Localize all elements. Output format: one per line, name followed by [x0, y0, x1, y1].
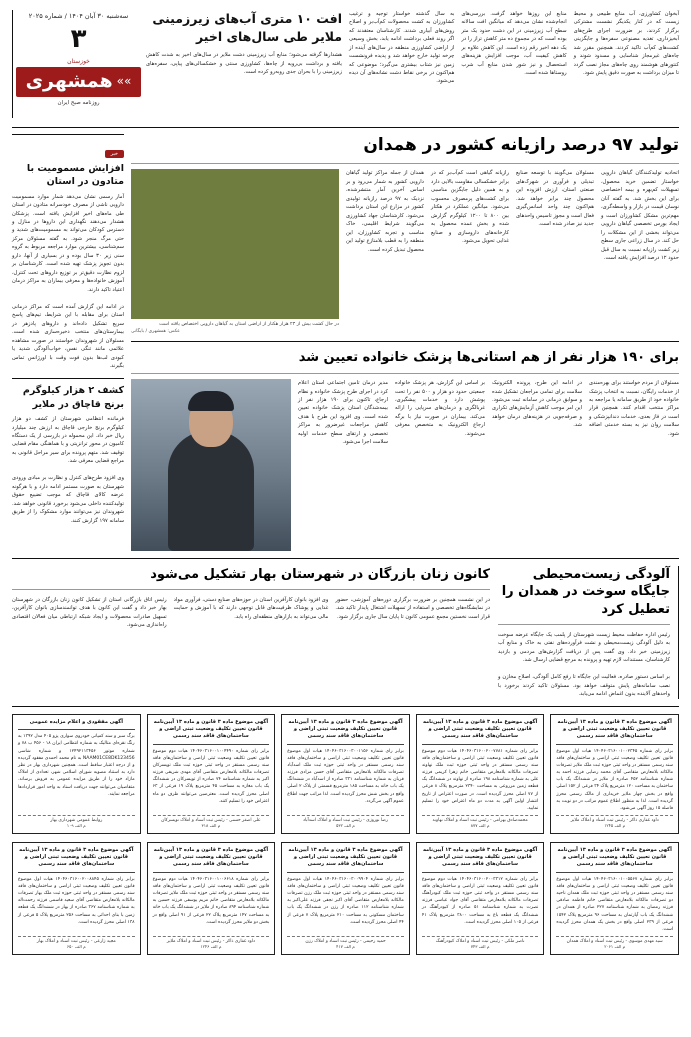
sidebar-news-1 [12, 134, 124, 370]
photo-caption: در حال کشت بیش از ۲۳ هزار هکتار از اراضی استان به گیاهان دارویی اختصاص یافته است [159, 322, 339, 328]
mid-headline: برای ۱۹۰ هزار نفر از هم استانی‌ها پزشک خانواده تعیین شد [298, 350, 679, 366]
notice-title: آگهی موضوع ماده ۳ قانون و ماده ۱۳ آیین‌نامه قانون تعیین تکلیف وضعیت ثبتی اراضی و ساختمان‌های فاقد سند رسمی [556, 719, 673, 744]
notice-body: برابر رای شماره ۱۴۰۴۶۰۳۱۶۰۰۱۰۰۴۴۹۰ هیات دوم موضوع قانون تعیین تکلیف وضعیت ثبتی اراضی و ساختمان‌های فاقد سند رسمی مستقر در واحد ثبتی حوزه ثبت ملک تویسرکان تصرفات مالکانه بلامعارض متقاضی آقای مهدی شریفی فرزند اکبر به شماره شناسنامه ۷۴ صادره از تویسرکان در ششدانگ یک باب مغازه به مساحت ۴۵ مترمربع پلاک ۱۹ فرعی از ۶۳ اصلی محرز گردیده است. معترضین می‌توانند ظرف دو ماه اعتراض خود را تسلیم کنند. [152, 748, 270, 804]
notice-body: برابر رای شماره ۱۴۰۴۶۰۳۱۶۰۰۲۰۰۳۳۱۲ هیات دوم موضوع قانون تعیین تکلیف وضعیت ثبتی اراضی و ساختمان‌های فاقد سند رسمی مستقر در واحد ثبتی حوزه ثبت ملک کبودرآهنگ تصرفات مالکانه بلامعارض متقاضی آقای جواد عباسی فرزند نصرت به شماره شناسنامه ۵۱ صادره از کبودرآهنگ در ششدانگ یک قطعه باغ به مساحت ۳۸۰۰ مترمربع پلاک ۴۱ فرعی از ۱۰۵ اصلی محرز گردیده است. [421, 876, 539, 925]
lead-summary: هشدارها گرفته می‌شود؛ منابع آب زیرزمینی دشت ملایر در سال‌های اخیر به شدت کاهش یافته و برداشت بی‌رویه از چاه‌ها، کشاورزی سنتی و خشکسالی‌های پیاپی، سفره‌های زیرزمینی را با بحران جدی روبه‌رو کرده است. [146, 52, 342, 75]
notice-signature: ناصر ملکی - رئیس ثبت اسناد و املاک کبودرآهنگ [422, 936, 539, 944]
notice-title: آگهی موضوع ماده ۳ قانون و ماده ۱۳ آیین‌نامه قانون تعیین تکلیف وضعیت ثبتی اراضی و ساختمان‌های فاقد سند رسمی [422, 847, 539, 872]
masthead-divider [12, 127, 679, 128]
photo-credit: عکس: همشهری / بایگانی [131, 329, 181, 335]
notice-card [147, 842, 276, 955]
bottom-mid-column-1: رئیس اتاق بازرگانی استان از تشکیل کانون زنان بازرگان در شهرستان بهار خبر داد و گفت این کانون با هدف توانمندسازی بانوان کارآفرین، تسهیل صادرات محصولات و ایجاد شبکه ارتباطی میان فعالان اقتصادی راه‌اندازی می‌شود. [12, 596, 167, 629]
bottom-articles-row [12, 566, 679, 699]
bottom-mid-headline: کانون زنان بازرگان در شهرستان بهار تشکیل می‌شود [150, 566, 490, 582]
portrait-hair [188, 391, 234, 411]
bottom-mid-column-2: وی افزود بانوان کارآفرین استان در حوزه‌های صنایع دستی، فرآوری مواد غذایی و پوشاک ظرفیت‌های قابل توجهی دارند که با آموزش و حمایت مالی می‌تواند به بازارهای منطقه‌ای راه یابد. [173, 596, 329, 620]
notice-body: برابر رای شماره ۱۴۰۴۶۰۳۱۶۰۰۱۰۰۶۶۱۸ هیات دوم موضوع قانون تعیین تکلیف وضعیت ثبتی اراضی و ساختمان‌های فاقد سند رسمی مستقر در واحد ثبتی حوزه ثبت ملک ملایر تصرفات مالکانه بلامعارض متقاضی خانم مریم یوسفی فرزند حسین به شماره شناسنامه ۸۹۴ صادره از ملایر در ششدانگ یک باب خانه به مساحت ۱۴۷ مترمربع پلاک ۲۲ فرعی از ۹۱ اصلی واقع در بخش دو ملایر محرز گردیده است. [152, 876, 270, 925]
notice-signature: داود غفاری ذاکر - رئیس ثبت اسناد و املاک ملایر [153, 936, 270, 944]
logo-block [16, 58, 142, 106]
sidebar-title-2: کشف ۲ هزار کیلوگرم برنج قاچاق در ملایر [22, 385, 124, 410]
sidebar-kicker: خبر [105, 150, 124, 158]
bottom-left-article [498, 566, 679, 699]
notice-body: برابر رای شماره ۱۴۰۴۶۰۳۱۶۰۰۳۰۰۹۹۰۴ هیات اول موضوع قانون تعیین تکلیف وضعیت ثبتی اراضی و ساختمان‌های فاقد سند رسمی مستقر در واحد ثبتی حوزه ثبت ملک رزن تصرفات مالکانه بلامعارض متقاضی آقای اکبر نجفی فرزند علی‌اکبر به شماره شناسنامه ۱۱۲ صادره از رزن در ششدانگ یک باب ساختمان مسکونی به مساحت ۲۱۰ مترمربع پلاک ۷ فرعی از ۴۴ اصلی محرز گردیده است. [287, 876, 404, 925]
notice-code: م الف ۸۷۷ [470, 823, 490, 829]
notice-card [281, 842, 410, 955]
notice-title: آگهی موضوع ماده ۳ قانون و ماده ۱۳ آیین‌نامه قانون تعیین تکلیف وضعیت ثبتی اراضی و ساختمان‌های فاقد سند رسمی [153, 719, 270, 744]
notice-signature: داود غفاری ذاکر - رئیس ثبت اسناد و املاک ملایر [556, 815, 673, 823]
mid-article [131, 349, 679, 551]
masthead-lead-article [146, 10, 679, 86]
section-divider-1 [131, 341, 679, 342]
notice-card [12, 842, 141, 955]
notice-title: آگهی مفقودی و اعلام مزایده عمومی [18, 719, 135, 730]
notice-code: م الف ۵۳۲ [336, 823, 355, 829]
notice-card [147, 714, 276, 834]
sidebar-title-1: افزایش مسمومیت با متادون در استان [26, 163, 124, 188]
main-column-1: همدان از جمله مراکز تولید گیاهان دارویی کشور به شمار می‌رود و بر اساس آخرین آمار منتشرشده، نزدیک به ۹۷ درصد رازیانه تولیدی کشور در مزارع این استان برداشت می‌شود. کارشناسان جهاد کشاورزی می‌گویند شرایط اقلیمی، خاک مناسب و تجربه کشاورزان، این منطقه را به قطب بلامنازع تولید این محصول تبدیل کرده است. [346, 170, 424, 253]
notice-code: م الف ۱۲۴۶ [200, 944, 222, 950]
main-column-2: رازیانه گیاهی است کم‌آب‌بر که در برابر خشکسالی مقاومت بالایی دارد و به همین دلیل جایگزین مناسبی برای کشت‌های پرمصرف محسوب می‌شود. میانگین عملکرد در هکتار بین ۸۰۰ تا ۱۲۰۰ کیلوگرم گزارش شده و بخش عمده محصول به کارخانه‌های داروسازی و صنایع غذایی تحویل می‌شود. [431, 170, 509, 245]
notice-title: آگهی موضوع ماده ۳ قانون و ماده ۱۳ آیین‌نامه قانون تعیین تکلیف وضعیت ثبتی اراضی و ساختمان‌های فاقد سند رسمی [18, 847, 135, 872]
legal-notices-row-1 [12, 714, 679, 834]
main-photo-block [131, 169, 339, 334]
notice-body: برابر رای شماره ۱۴۰۴۶۰۳۱۶۰۰۲۰۰۷۷۸۱ هیات دوم موضوع قانون تعیین تکلیف وضعیت ثبتی اراضی و ساختمان‌های فاقد سند رسمی مستقر در واحد ثبتی حوزه ثبت ملک نهاوند تصرفات مالکانه بلامعارض متقاضی خانم زهرا کریمی فرزند علی به شماره شناسنامه ۱۹۸ صادره از نهاوند در ششدانگ یک قطعه زمین مزروعی به مساحت ۲۳۴۰ مترمربع پلاک ۸ فرعی از ۷۷ اصلی محرز گردیده است. در صورت اعتراض از تاریخ انتشار اولین آگهی به مدت دو ماه اعتراض خود را تسلیم نمایید. [421, 748, 539, 812]
section-divider-2 [12, 558, 679, 559]
mid-column-2: بر اساس این گزارش، هر پزشک خانواده جمعیتی حدود دو هزار و ۵۰۰ نفر را تحت پوشش دارد و خدمات پیشگیری، غربالگری و درمان‌های سرپایی را ارائه می‌کند. بیماران در صورت نیاز با برگه ارجاع الکترونیک به متخصص معرفی می‌شوند. [395, 380, 485, 437]
portrait-body [168, 431, 254, 551]
notice-code: م الف ۱۰۹ [66, 823, 86, 829]
bottom-left-body: رئیس اداره حفاظت محیط زیست شهرستان از پلمب یک جایگاه عرضه سوخت به دلیل آلودگی زیست‌محیطی و نشت فرآورده‌های نفتی به خاک و منابع آب زیرزمینی خبر داد. وی گفت پس از دریافت گزارش‌های مردمی و بازدید کارشناسان، مستندات لازم تهیه و پرونده به مرجع قضایی ارسال شد. بر اساس دستور صادره، فعالیت این جایگاه تا رفع کامل آلودگی، اصلاح مخازن و نصب سامانه‌های پایش متوقف خواهد بود. مسئولان تاکید کردند برخورد با واحدهای آلاینده بدون اغماض ادامه می‌یابد. [498, 631, 670, 698]
masthead-column-2: منابع این روزها خواهد گرفت. بررسی‌های انجام‌شده نشان می‌دهد که میانگین افت سالانه سطح آب زیرزمینی در این دشت حدود یک متر بوده است که در مجموع ده متر کاهش تراز را در یک دهه اخیر رقم زده است. این کاهش علاوه بر کاهش کیفیت آب، موجب افزایش هزینه‌های استحصال و نیز شور شدن منابع آب شرب روستاها شده است. [461, 11, 567, 76]
masthead [12, 10, 679, 122]
notice-code: م الف ۲۰۶۱ [604, 944, 626, 950]
notice-code: م الف ۷۴۳ [470, 944, 490, 950]
section-divider-3 [12, 706, 679, 707]
bottom-mid-underline [12, 589, 490, 590]
bottom-mid-column-3: در این نشست همچنین بر ضرورت برگزاری دوره‌های آموزشی، حضور در نمایشگاه‌های تخصصی و استفاده از تسهیلات اشتغال پایدار تاکید شد. قرار است نخستین مجمع عمومی کانون تا پایان سال جاری برگزار شود. [335, 596, 491, 620]
sidebar-body-2: فرمانده انتظامی شهرستان از کشف دو هزار کیلوگرم برنج خارجی قاچاق به ارزش چند میلیارد ریال خبر داد. این محموله در بازرسی از یک دستگاه کامیون در محور ترانزیتی و با هماهنگی مقام قضایی توقیف شد. متهم پرونده برای سیر مراحل قانونی به مراجع قضایی معرفی شد. وی افزود طرح‌های کنترل و نظارت بر مبادی ورودی شهرستان به صورت مستمر ادامه دارد و با هرگونه عرضه کالای قاچاق که موجب تضییع حقوق تولیدکننده داخلی می‌شود برخورد قانونی خواهد شد. شهروندان نیز می‌توانند موارد مشکوک را از طریق سامانه ۱۹۷ گزارش کنند. [12, 416, 124, 524]
notice-body: برابر رای شماره ۱۴۰۴۶۰۳۱۶۰۰۱۰۰۵۵۶۷ هیات اول موضوع قانون تعیین تکلیف وضعیت ثبتی اراضی و ساختمان‌های فاقد سند رسمی مستقر در واحد ثبتی حوزه ثبت ملک همدان ناحیه دو تصرفات مالکانه بلامعارض متقاضی خانم فاطمه صادقی فرزند رمضان به شماره شناسنامه ۲۲۷ صادره از همدان در ششدانگ یک باب آپارتمان به مساحت ۹۶ مترمربع پلاک ۱۵۴۲ فرعی از ۲۳۹ اصلی واقع در بخش یک همدان محرز گردیده است. [556, 876, 674, 932]
mid-column-1: مدیر درمان تامین اجتماعی استان اعلام کرد در اجرای طرح پزشک خانواده و نظام ارجاع، تاکنون برای ۱۹۰ هزار نفر از بیمه‌شدگان استان پزشک خانواده تعیین شده است. وی افزود این طرح با هدف کاهش مراجعات غیرضرور به مراکز تخصصی و ارتقای سطح خدمات اولیه سلامت اجرا می‌شود. [298, 380, 389, 446]
newspaper-logo [16, 67, 142, 97]
article-photo-fennel [131, 169, 339, 319]
headline-underline [131, 163, 679, 164]
notice-signature: علی اصغر حسنی - رئیس ثبت اسناد و املاک تویسرکان [153, 815, 270, 823]
main-article-body [131, 134, 679, 551]
notice-code: م الف ۳۱۸ [201, 823, 221, 829]
main-headline: تولید ۹۷ درصد رازیانه کشور در همدان [363, 135, 679, 155]
notice-code: م الف ۴۱۷ [336, 944, 355, 950]
page-number: ۳ [70, 23, 87, 54]
masthead-column-1: به سال گذشته خواستار توجیه و ترغیب کشاورزان به کشت محصولات کم‌آب‌بر و اصلاح روش‌های آبیاری شدند. کارشناسان معتقدند که اگر روند فعلی برداشت ادامه یابد، بخش وسیعی از اراضی کشاورزی منطقه در سال‌های آینده از چرخه تولید خارج خواهد شد و پدیده فرونشست زمین نیز شتاب بیشتری می‌گیرد؛ موضوعی که هم‌اکنون در برخی نقاط دشت نشانه‌های آن دیده می‌شود. [349, 11, 455, 85]
notice-title: آگهی موضوع ماده ۳ قانون و ماده ۱۳ آیین‌نامه قانون تعیین تکلیف وضعیت ثبتی اراضی و ساختمان‌های فاقد سند رسمی [287, 847, 404, 872]
issue-date: سه‌شنبه ۳۰ آبان ۱۴۰۴ / شماره ۲۰۲۵ [28, 12, 129, 20]
notice-card [416, 842, 545, 955]
bottom-mid-article [12, 566, 490, 699]
article-photo-official [131, 379, 291, 551]
main-column-4: اتحادیه تولیدکنندگان گیاهان دارویی خواستار تضمین خرید محصول، تسهیلات کم‌بهره و بیمه اختصاصی برای این بخش شد. به گفته آنان نوسان قیمت در بازار و واسطه‌گری، مهم‌ترین مشکل کشاورزان است و ایجاد بورس تخصصی گیاهان دارویی می‌تواند بخشی از این مشکلات را حل کند. در سال زراعی جاری سطح زیر کشت رازیانه نسبت به سال قبل حدود ۱۲ درصد افزایش یافته است. [601, 170, 679, 262]
main-column-3: مسئولان می‌گویند با توسعه صنایع تبدیلی و فرآوری در شهرک‌های صنعتی استان، ارزش افزوده این محصول چند برابر خواهد شد. هم‌اکنون چند واحد اسانس‌گیری فعال است و مجوز تاسیس واحدهای جدید نیز صادر شده است. [516, 170, 594, 228]
notice-signature: حمید رحیمی - رئیس ثبت اسناد و املاک رزن [287, 936, 404, 944]
notice-signature: رضا نوروزی - رئیس ثبت اسناد و املاک اسدآباد [287, 815, 404, 823]
sidebar-column [12, 134, 124, 551]
notice-code: م الف ۶۵۰ [66, 944, 86, 950]
notice-card [416, 714, 545, 834]
notice-body: برابر رای شماره ۱۴۰۴۶۰۳۱۶۰۰۱۰۰۲۳۴۵ هیات اول موضوع قانون تعیین تکلیف وضعیت ثبتی اراضی و ساختمان‌های فاقد سند رسمی مستقر در واحد ثبتی حوزه ثبت ملک ملایر تصرفات مالکانه بلامعارض متقاضی آقای محمد رضایی فرزند احمد به شماره شناسنامه ۴۵۲ صادره از ملایر در ششدانگ یک باب ساختمان به مساحت ۱۲۰ مترمربع پلاک ۳۴ فرعی از ۱۵۲ اصلی واقع در بخش چهار ملایر خریداری از مالک رسمی محرز گردیده است. لذا به منظور اطلاع عموم مراتب در دو نوبت به فاصله ۱۵ روز آگهی می‌شود. [556, 748, 674, 812]
notice-card [12, 714, 141, 834]
sidebar-body-1: آمار رسمی نشان می‌دهد شمار موارد مسمومیت دارویی ناشی از مصرف خودسرانه متادون در استان طی ماه‌های اخیر افزایش یافته است. پزشکان هشدار می‌دهند نگهداری این داروها در منازل و دسترس کودکان می‌تواند به مسمومیت‌های شدید و حتی مرگ منجر شود. به گفته مسئولان مرکز سم‌شناسی، بیشترین موارد مراجعه مربوط به گروه سنی زیر ۳۰ سال بوده و در بسیاری از آنها، دارو بدون تجویز پزشک تهیه شده است. کارشناسان بر لزوم نظارت دقیق‌تر بر توزیع داروهای تحت کنترل، آموزش خانواده‌ها و معرفی بیماران به مراکز درمان اعتیاد تاکید دارند. در ادامه این گزارش آمده است که مراکز درمانی استان برای مقابله با این شرایط، تیم‌های پاسخ سریع تشکیل داده‌اند و داروهای پادزهر در بیمارستان‌های منتخب ذخیره‌سازی شده است. مسئولان از شهروندان خواستند در صورت مشاهده علائمی مانند تنگی نفس، خواب‌آلودگی شدید یا کبودی لب‌ها بدون فوت وقت با اورژانس تماس بگیرند. [12, 193, 124, 369]
notice-title: آگهی موضوع ماده ۳ قانون و ماده ۱۳ آیین‌نامه قانون تعیین تکلیف وضعیت ثبتی اراضی و ساختمان‌های فاقد سند رسمی [556, 847, 673, 872]
sidebar-news-2 [12, 378, 124, 525]
bottom-left-headline: آلودگی زیست‌محیطی جایگاه سوخت در همدان را تعطیل کرد [501, 566, 670, 617]
notice-body: برابر رای شماره ۱۴۰۴۶۰۳۱۶۰۰۳۰۰۱۱۵۶ هیات اول موضوع قانون تعیین تکلیف وضعیت ثبتی اراضی و ساختمان‌های فاقد سند رسمی مستقر در واحد ثبتی حوزه ثبت ملک اسدآباد تصرفات مالکانه بلامعارض متقاضی آقای حسن مرادی فرزند قربان به شماره شناسنامه ۳۳۱ صادره از اسدآباد در ششدانگ یک باب خانه به مساحت ۱۸۵ مترمربع قسمتی از پلاک ۲ اصلی واقع در بخش شش محرز گردیده است. لذا مراتب جهت اطلاع عموم آگهی می‌گردد. [287, 748, 404, 804]
lead-headline-block [146, 10, 342, 86]
logo-subtitle: روزنامه صبح ایران [57, 99, 100, 106]
notice-signature: مجید زارعی - رئیس ثبت اسناد و املاک بهار [18, 936, 135, 944]
section-label: خوزستان [67, 57, 90, 65]
notice-signature: روابط عمومی شهرداری بهار [18, 815, 135, 823]
mid-photo-block [131, 379, 291, 551]
lead-headline: افت ۱۰ متری آب‌های زیرزمینی ملایر طی سال‌های اخیر [152, 11, 342, 45]
notice-title: آگهی موضوع ماده ۳ قانون و ماده ۱۳ آیین‌نامه قانون تعیین تکلیف وضعیت ثبتی اراضی و ساختمان‌های فاقد سند رسمی [153, 847, 270, 872]
notice-title: آگهی موضوع ماده ۳ قانون و ماده ۱۳ آیین‌نامه قانون تعیین تکلیف وضعیت ثبتی اراضی و ساختمان‌های فاقد سند رسمی [287, 719, 404, 744]
main-article [12, 134, 679, 551]
logo-mark-icon: »» [116, 73, 132, 88]
masthead-column-3: آبخوان کشاورزی، آب منابع طبیعی و محیط زیست که در کنار یکدیگر نشست مشترکی برگزار کردند، بر ضرورت اجرای طرح‌های آبخیزداری، تغذیه مصنوعی سفره‌ها و جایگزینی کشت‌های کم‌آب تاکید کردند. همچنین مقرر شد چاه‌های غیرمجاز شناسایی و مسدود شوند و کنتورهای هوشمند روی چاه‌های مجاز نصب گردد تا میزان برداشت به صورت دقیق پایش شود. [573, 11, 679, 76]
notice-card [281, 714, 410, 834]
notice-signature: محمدصادق بهرامی - رئیس ثبت اسناد و املاک نهاوند [422, 815, 539, 823]
notice-title: آگهی موضوع ماده ۳ قانون و ماده ۱۳ آیین‌نامه قانون تعیین تکلیف وضعیت ثبتی اراضی و ساختمان‌های فاقد سند رسمی [422, 719, 539, 744]
notice-code: م الف ۱۲۴۵ [604, 823, 626, 829]
masthead-identity [12, 10, 140, 118]
mid-column-3: در ادامه این طرح، پرونده الکترونیک سلامت برای تمامی مراجعان تشکیل شده و سوابق درمانی در سامانه ثبت می‌شود. این امر موجب کاهش آزمایش‌های تکراری و صرفه‌جویی در هزینه‌های درمان خواهد شد. [492, 380, 582, 429]
notice-card [550, 714, 679, 834]
logo-text: همشهری [25, 69, 113, 92]
bottom-left-underline [498, 624, 670, 625]
legal-notices-row-2 [12, 842, 679, 955]
notice-card [550, 842, 679, 955]
notice-body: برگ سبز و سند کمپانی خودروی سواری پژو ۴۰۵ مدل ۱۳۹۲ به رنگ نقره‌ای متالیک به شماره انتظامی ایران ۱۸ - ۴۵۶ ب ۷۸ و شماره موتور ۱۲۴۹۲۱۱۳۴۵۶ و شماره شاسی NAAM01CE8DK123456 به نام محمد احمدی مفقود گردیده و از درجه اعتبار ساقط است. همچنین شهرداری بهار در نظر دارد به استناد مصوبه شورای اسلامی شهر، تعدادی از املاک مازاد خود را از طریق مزایده عمومی به فروش برساند. متقاضیان می‌توانند جهت دریافت اسناد به واحد امور قراردادها مراجعه نمایند. [18, 734, 135, 797]
mid-column-4: مسئولان از مردم خواستند برای بهره‌مندی از خدمات رایگان، نسبت به انتخاب پزشک خانواده خود از طریق سامانه یا مراجعه به مراکز منتخب اقدام کنند. همچنین قرار است در فاز بعدی، خدمات دندانپزشکی و سلامت روان نیز به بسته خدمتی اضافه شود. [589, 380, 679, 437]
notice-body: برابر رای شماره ۱۴۰۴۶۰۳۱۶۰۰۲۰۰۸۸۴۵ هیات اول موضوع قانون تعیین تکلیف وضعیت ثبتی اراضی و ساختمان‌های فاقد سند رسمی مستقر در واحد ثبتی حوزه ثبت ملک بهار تصرفات مالکانه بلامعارض متقاضی آقای سعید قاسمی فرزند رحمت‌اله به شماره شناسنامه ۳۶۷ صادره از بهار در ششدانگ یک قطعه زمین با بنای احداثی به مساحت ۲۵۶ مترمربع پلاک ۵ فرعی از ۱۳۸ اصلی محرز گردیده است. [18, 876, 135, 925]
mid-headline-underline [131, 373, 679, 374]
notice-signature: سید مهدی موسوی - رئیس ثبت اسناد و املاک همدان [556, 936, 673, 944]
